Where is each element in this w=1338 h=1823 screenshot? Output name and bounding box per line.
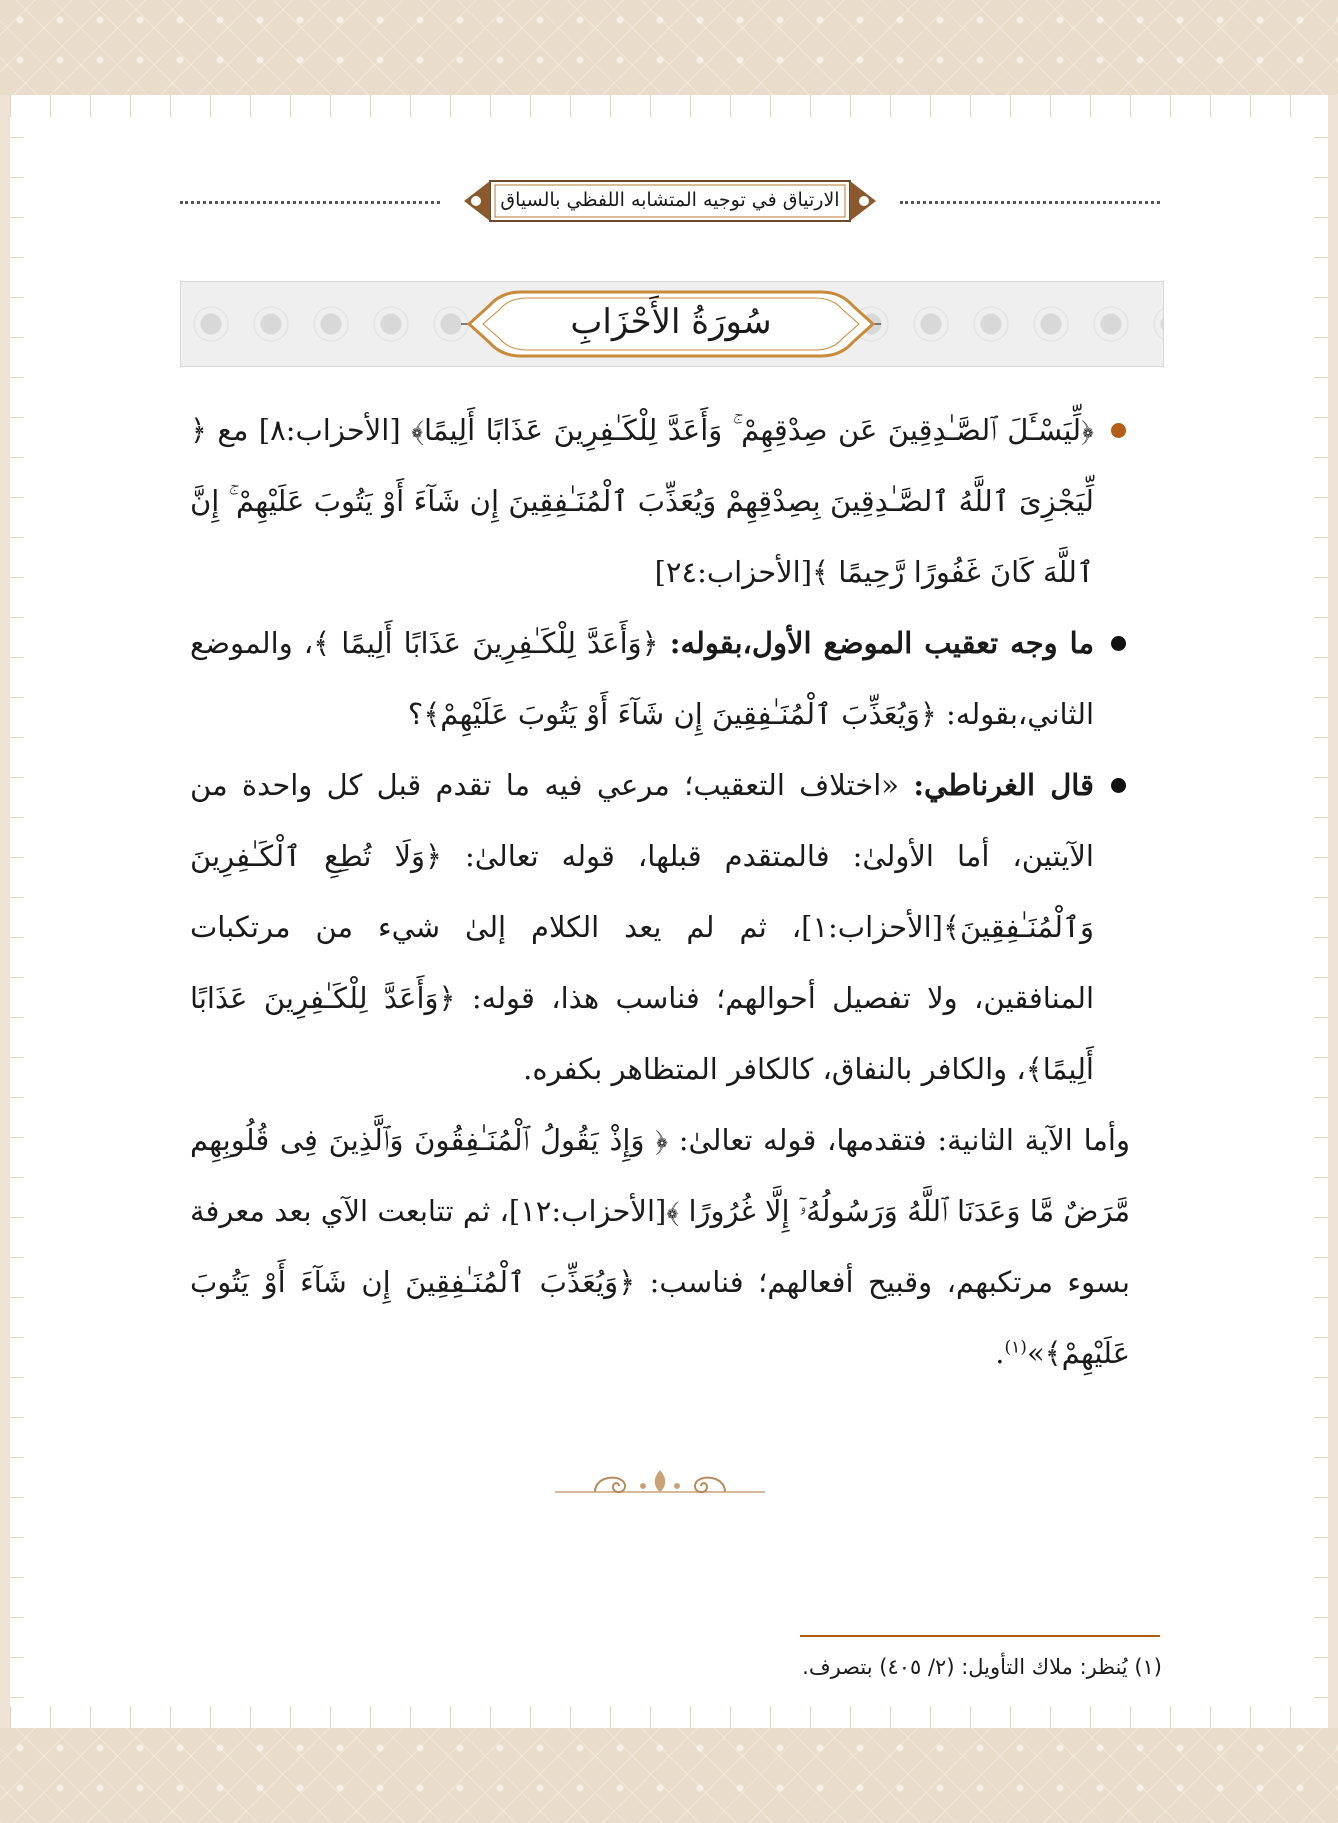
bottom-border-ticks — [10, 1706, 1328, 1728]
surah-banner — [180, 281, 1164, 367]
right-border-ticks — [1314, 125, 1328, 1698]
continuation-end: . — [995, 1336, 1005, 1370]
footnote: (١) يُنظر: ملاك التأويل: (٢/ ٤٠٥) بتصرف. — [802, 1655, 1162, 1679]
header-dotted-line-right — [900, 201, 1160, 204]
top-pattern-band — [0, 0, 1338, 95]
header-dotted-line-left — [180, 201, 440, 204]
bottom-pattern-band — [0, 1728, 1338, 1823]
continuation-paragraph — [190, 1105, 1130, 1389]
section-divider-ornament-icon — [555, 1460, 765, 1510]
answer-lead: قال الغرناطي: — [913, 768, 1094, 802]
continuation-text: وأما الآية الثانية: فتقدمها، قوله تعالىٰ: ﴿ وَإِذْ يَقُولُ ٱلْمُنَـٰفِقُونَ وَٱلَّذِينَ فِى قُلُوبِهِم مَّرَضٌ مَّا وَعَدَنَا ٱللَّهُ وَرَسُولُهُۥٓ إِلَّا غُرُورًا ﴾[الأحزاب:١٢]، ثم تتابعت الآي بعد معرفة بسوء مرتكبهم، وقبيح أفعالهم؛ فناسب: ﴿وَيُعَذِّبَ ٱلْمُنَـٰفِقِينَ إِن شَآءَ أَوْ يَتُوبَ عَلَيْهِمْ﴾» — [190, 1123, 1130, 1370]
running-header-title: الارتياق في توجيه المتشابه اللفظي بالسياق — [500, 189, 840, 211]
top-border-ticks — [10, 95, 1328, 117]
left-border-ticks — [10, 125, 24, 1698]
bullet-icon — [1111, 778, 1126, 793]
question-text: ﴿وَأَعَدَّ لِلْكَـٰفِرِينَ عَذَابًا أَلِيمًا ﴾، والموضع الثاني،بقوله: ﴿وَيُعَذِّبَ ٱلْمُنَـٰفِقِينَ إِن شَآءَ أَوْ يَتُوبَ عَلَيْهِمْ﴾؟ — [190, 626, 1094, 731]
list-item-answer — [190, 750, 1130, 1105]
verse-comparison-text: ﴿لِّيَسْـَٔلَ ٱلصَّـٰدِقِينَ عَن صِدْقِهِمْ ۚ وَأَعَدَّ لِلْكَـٰفِرِينَ عَذَابًا أَلِيمًا﴾ [الأحزاب:٨] مع ﴿ لِّيَجْزِىَ ٱللَّهُ ٱلصَّـٰدِقِينَ بِصِدْقِهِمْ وَيُعَذِّبَ ٱلْمُنَـٰفِقِينَ إِن شَآءَ أَوْ يَتُوبَ عَلَيْهِمْ ۚ إِنَّ ٱللَّهَ كَانَ غَفُورًا رَّحِيمًا ﴾[الأحزاب:٢٤] — [190, 413, 1094, 589]
header-cartouche — [460, 177, 880, 225]
main-content — [190, 395, 1130, 1389]
surah-title: سُورَةُ الأَحْزَابِ — [570, 302, 772, 342]
answer-text: «اختلاف التعقيب؛ مرعي فيه ما تقدم قبل كل واحدة من الآيتين، أما الأولىٰ: فالمتقدم قبلها، قوله تعالىٰ: ﴿وَلَا تُطِعِ ٱلْكَـٰفِرِينَ وَٱلْمُنَـٰفِقِينَ﴾[الأحزاب:١]، ثم لم يعد الكلام إلىٰ شيء من مرتكبات المنافقين، ولا تفصيل أحوالهم؛ فناسب هذا، قوله: ﴿وَأَعَدَّ لِلْكَـٰفِرِينَ عَذَابًا أَلِيمًا﴾، والكافر بالنفاق، كالكافر المتظاهر بكفره. — [190, 768, 1094, 1086]
footnote-separator — [800, 1635, 1160, 1637]
surah-cartouche — [461, 288, 881, 360]
question-lead: ما وجه تعقيب الموضع الأول،بقوله: — [669, 626, 1094, 660]
page — [10, 95, 1328, 1728]
footnote-reference: (١) — [1004, 1337, 1027, 1358]
bullet-icon — [1111, 423, 1126, 438]
list-item-verse-pair — [190, 395, 1130, 608]
running-header — [180, 177, 1160, 227]
bullet-icon — [1111, 636, 1126, 651]
list-item-question — [190, 608, 1130, 750]
